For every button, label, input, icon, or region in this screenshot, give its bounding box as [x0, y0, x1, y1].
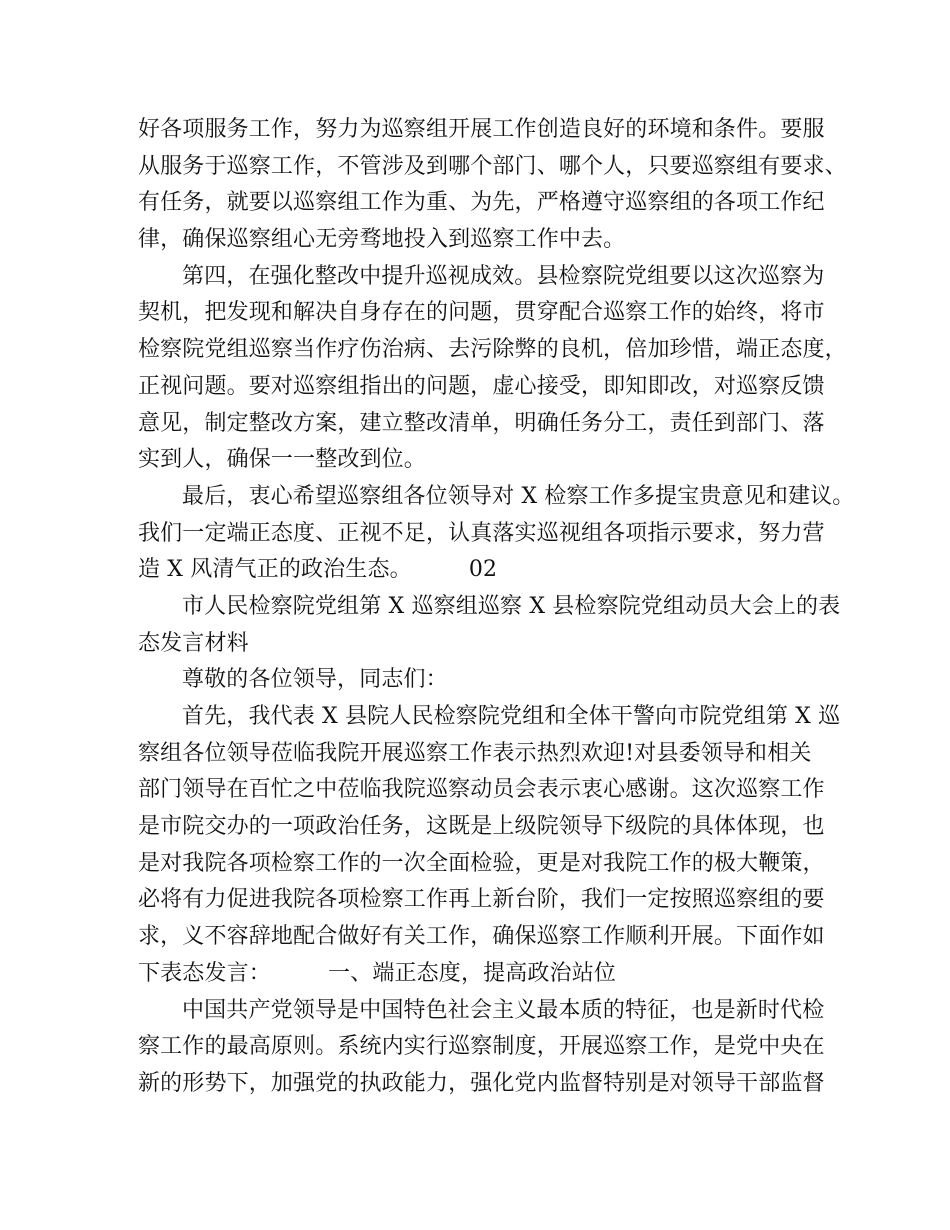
- paragraph-start-line: 第四，在强化整改中提升巡视成效。县检察院党组要以这次巡察为: [182, 263, 825, 289]
- text-line: 好各项服务工作，努力为巡察组开展工作创造良好的环境和条件。要服: [138, 117, 825, 142]
- text-line: 造 X 风清气正的政治生态。 02: [138, 557, 498, 583]
- document-body: [138, 112, 855, 1103]
- text-line: 我们一定端正态度、正视不足，认真落实巡视组各项指示要求，努力营: [138, 520, 825, 546]
- text-line: 契机，把发现和解决自身存在的问题，贯穿配合巡察工作的始终，将市: [138, 300, 825, 326]
- text-line: 必将有力促进我院各项检察工作再上新台阶，我们一定按照巡察组的要: [138, 887, 825, 913]
- text-line: 检察院党组巡察当作疗伤治病、去污除弊的良机，倍加珍惜，端正态度，: [138, 337, 847, 363]
- text-line: 律，确保巡察组心无旁骛地投入到巡察工作中去。: [138, 227, 626, 253]
- text-line: 部门领导在百忙之中莅临我院巡察动员会表示衷心感谢。这次巡察工作: [138, 777, 825, 803]
- text-line: 新的形势下，加强党的执政能力，强化党内监督特别是对领导干部监督: [138, 1070, 825, 1096]
- text-line: 实到人，确保一一整改到位。: [138, 447, 426, 473]
- text-line: 求，义不容辞地配合做好有关工作，确保巡察工作顺利开展。下面作如: [138, 924, 825, 950]
- section-title-line: 市人民检察院党组第 X 巡察组巡察 X 县检察院党组动员大会上的表: [182, 593, 841, 619]
- text-line: 下表态发言： 一、端正态度，提高政治站位: [138, 960, 616, 986]
- text-line: 正视问题。要对巡察组指出的问题，虚心接受，即知即改，对巡察反馈: [138, 373, 825, 399]
- text-line: 是市院交办的一项政治任务，这既是上级院领导下级院的具体体现，也: [138, 814, 825, 840]
- text-line: 意见，制定整改方案，建立整改清单，明确任务分工，责任到部门、落: [138, 410, 825, 436]
- salutation-line: 尊敬的各位领导，同志们：: [182, 667, 448, 693]
- text-line: 从服务于巡察工作，不管涉及到哪个部门、哪个人，只要巡察组有要求、: [138, 153, 847, 179]
- text-line: 是对我院各项检察工作的一次全面检验，更是对我院工作的极大鞭策，: [138, 850, 825, 876]
- text-line: 察组各位领导莅临我院开展巡察工作表示热烈欢迎!对县委领导和相关: [138, 740, 812, 766]
- text-line: 有任务，就要以巡察组工作为重、为先，严格遵守巡察组的各项工作纪: [138, 190, 825, 216]
- text-line: 察工作的最高原则。系统内实行巡察制度，开展巡察工作，是党中央在: [138, 1034, 825, 1060]
- paragraph-start-line: 最后，衷心希望巡察组各位领导对 X 检察工作多提宝贵意见和建议。: [182, 483, 855, 509]
- section-title-line: 态发言材料: [138, 630, 249, 656]
- paragraph-start-line: 中国共产党领导是中国特色社会主义最本质的特征，也是新时代检: [182, 997, 825, 1023]
- paragraph-start-line: 首先，我代表 X 县院人民检察院党组和全体干警向市院党组第 X 巡: [182, 704, 841, 729]
